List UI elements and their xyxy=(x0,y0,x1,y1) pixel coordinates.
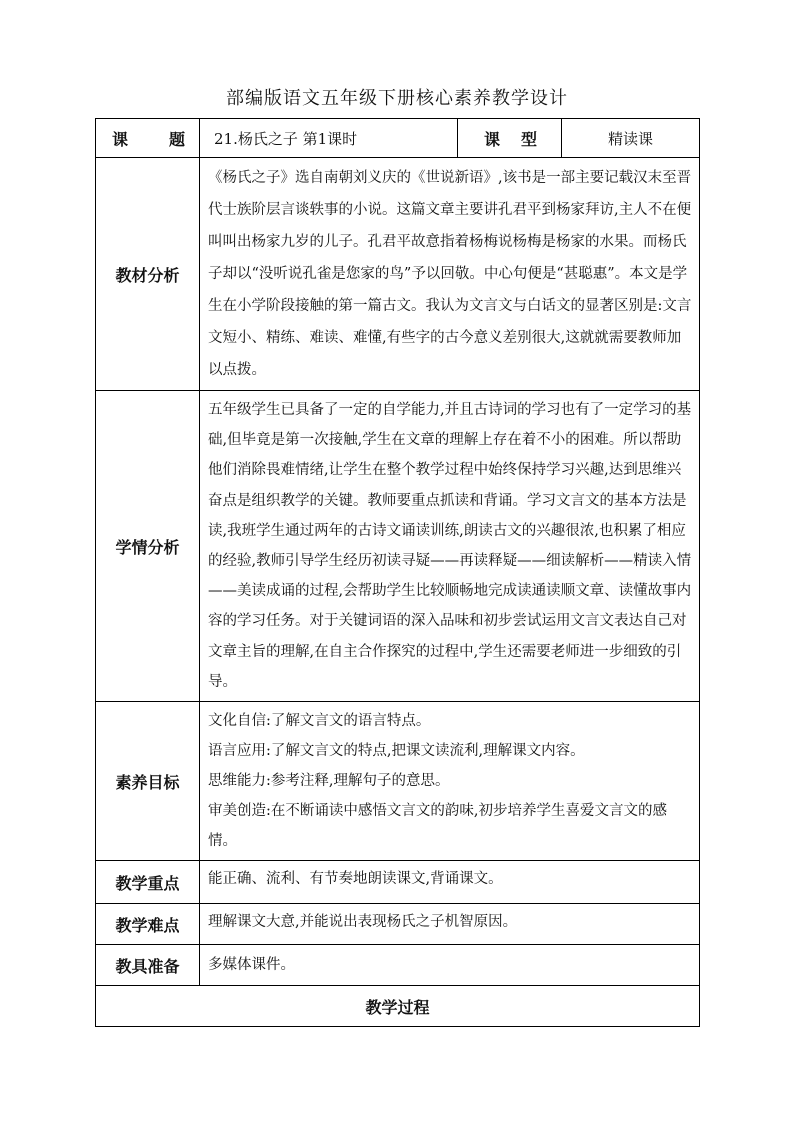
type-label: 课 型 xyxy=(458,119,562,158)
topic-row xyxy=(96,119,700,158)
material-row xyxy=(96,158,700,391)
document-title: 部编版语文五年级下册核心素养教学设计 xyxy=(226,88,568,109)
goals-row xyxy=(96,702,700,861)
goals-label: 素养目标 xyxy=(96,702,200,861)
material-label: 教材分析 xyxy=(96,158,200,391)
focus-row xyxy=(96,861,700,904)
goal-item: 文化自信:了解文言文的语言特点。 xyxy=(208,713,431,730)
tools-label: 教具准备 xyxy=(96,945,200,986)
lesson-plan-table xyxy=(95,118,700,1027)
topic-label: 课 题 xyxy=(96,119,200,158)
focus-label: 教学重点 xyxy=(96,861,200,904)
process-heading: 教学过程 xyxy=(96,986,700,1027)
tools-row xyxy=(96,945,700,986)
goal-item: 思维能力:参考注释,理解句子的意思。 xyxy=(208,773,450,790)
topic-value: 21.杨氏之子 第1课时 xyxy=(200,119,458,158)
students-label: 学情分析 xyxy=(96,391,200,702)
tools-text: 多媒体课件。 xyxy=(200,945,700,986)
material-text: 《杨氏之子》选自南朝刘义庆的《世说新语》,该书是一部主要记载汉末至晋代士族阶层言谈轶事的小说。这篇文章主要讲孔君平到杨家拜访,主人不在便叫叫出杨家九岁的儿子。孔君平故意指着杨梅说杨梅是杨家的水果。而杨氏子却以“没听说孔雀是您家的鸟”予以回敬。中心句便是“甚聪惠”。本文是学生在小学阶段接触的第一篇古文。我认为文言文与白话文的显著区别是:文言文短小、精练、难读、难懂,有些字的古今意义差别很大,这就就需要教师加以点拨。 xyxy=(208,170,692,378)
difficulty-row xyxy=(96,904,700,945)
process-row xyxy=(96,986,700,1027)
type-value: 精读课 xyxy=(562,119,700,158)
goal-item: 审美创造:在不断诵读中感悟文言文的韵味,初步培养学生喜爱文言文的感情。 xyxy=(208,803,667,850)
students-text: 五年级学生已具备了一定的自学能力,并且古诗词的学习也有了一定学习的基础,但毕竟是第一次接触,学生在文章的理解上存在着不小的困难。所以帮助他们消除畏难情绪,让学生在整个教学过程中始终保持学习兴趣,达到思维兴奋点是组织教学的关键。教师要重点抓读和背诵。学习文言文的基本方法是读,我班学生通过两年的古诗文诵读训练,朗读古文的兴趣很浓,也积累了相应的经验,教师引导学生经历初读寻疑——再读释疑——细读解析——精读入情——美读成诵的过程,会帮助学生比较顺畅地完成读通读顺文章、读懂故事内容的学习任务。对于关键词语的深入品味和初步尝试运用文言文表达自己对文章主旨的理解,在自主合作探究的过程中,学生还需要老师进一步细致的引导。 xyxy=(208,402,692,690)
difficulty-label: 教学难点 xyxy=(96,904,200,945)
goal-item: 语言应用:了解文言文的特点,把课文读流利,理解课文内容。 xyxy=(208,743,585,760)
students-row xyxy=(96,391,700,702)
difficulty-text: 理解课文大意,并能说出表现杨氏之子机智原因。 xyxy=(200,904,700,945)
focus-text: 能正确、流利、有节奏地朗读课文,背诵课文。 xyxy=(200,861,700,904)
